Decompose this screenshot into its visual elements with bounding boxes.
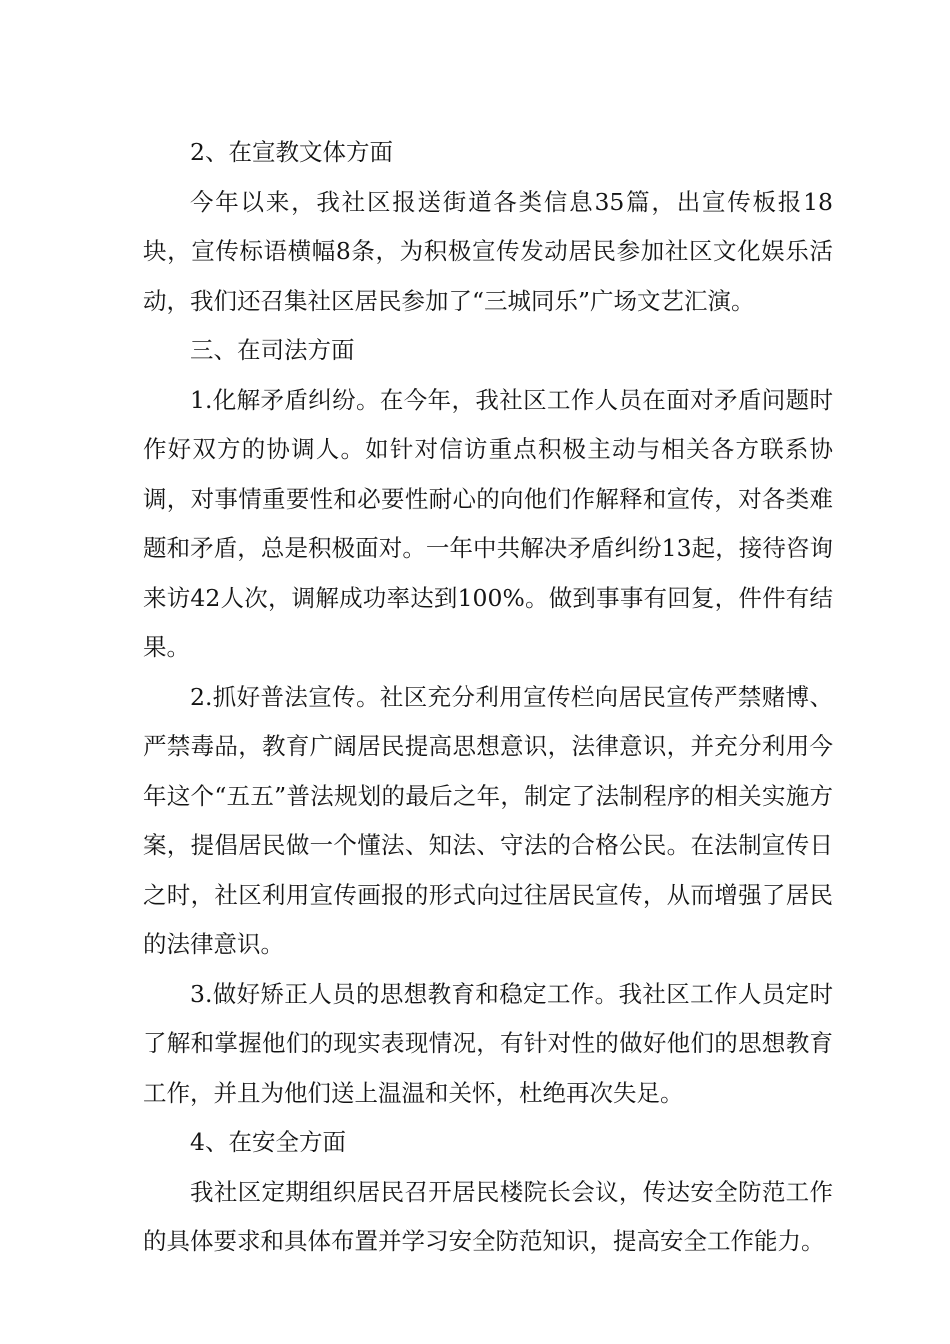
paragraph-culture-summary: 今年以来，我社区报送街道各类信息35篇，出宣传板报18块，宣传标语横幅8条，为积极宣传发动居民参加社区文化娱乐活动，我们还召集社区居民参加了“三城同乐”广场文艺汇演。 xyxy=(143,187,833,315)
section-heading-judicial: 三、在司法方面 xyxy=(190,336,355,364)
section-heading-safety: 4、在安全方面 xyxy=(190,1128,346,1156)
paragraph-legal-publicity: 2.抓好普法宣传。社区充分利用宣传栏向居民宣传严禁赌博、严禁毒品，教育广阔居民提高思想意识，法律意识，并充分利用今年这个“五五”普法规划的最后之年，制定了法制程序的相关实施方案，提倡居民做一个懂法、知法、守法的合格公民。在法制宣传日之时，社区利用宣传画报的形式向过往居民宣传，从而增强了居民的法律意识。 xyxy=(143,682,833,958)
paragraph-correction-work: 3.做好矫正人员的思想教育和稳定工作。我社区工作人员定时了解和掌握他们的现实表现情况，有针对性的做好他们的思想教育工作，并且为他们送上温温和关怀，杜绝再次失足。 xyxy=(143,979,833,1107)
paragraph-dispute-resolution: 1.化解矛盾纠纷。在今年，我社区工作人员在面对矛盾问题时作好双方的协调人。如针对信访重点积极主动与相关各方联系协调，对事情重要性和必要性耐心的向他们作解释和宣传，对各类难题和矛盾，总是积极面对。一年中共解决矛盾纠纷13起，接待咨询来访42人次，调解成功率达到100%。做到事事有回复，件件有结果。 xyxy=(143,385,833,661)
paragraph-safety-meetings: 我社区定期组织居民召开居民楼院长会议，传达安全防范工作的具体要求和具体布置并学习安全防范知识，提高安全工作能力。 xyxy=(143,1177,833,1255)
section-heading-culture: 2、在宣教文体方面 xyxy=(190,138,393,166)
document-body xyxy=(143,128,833,1267)
